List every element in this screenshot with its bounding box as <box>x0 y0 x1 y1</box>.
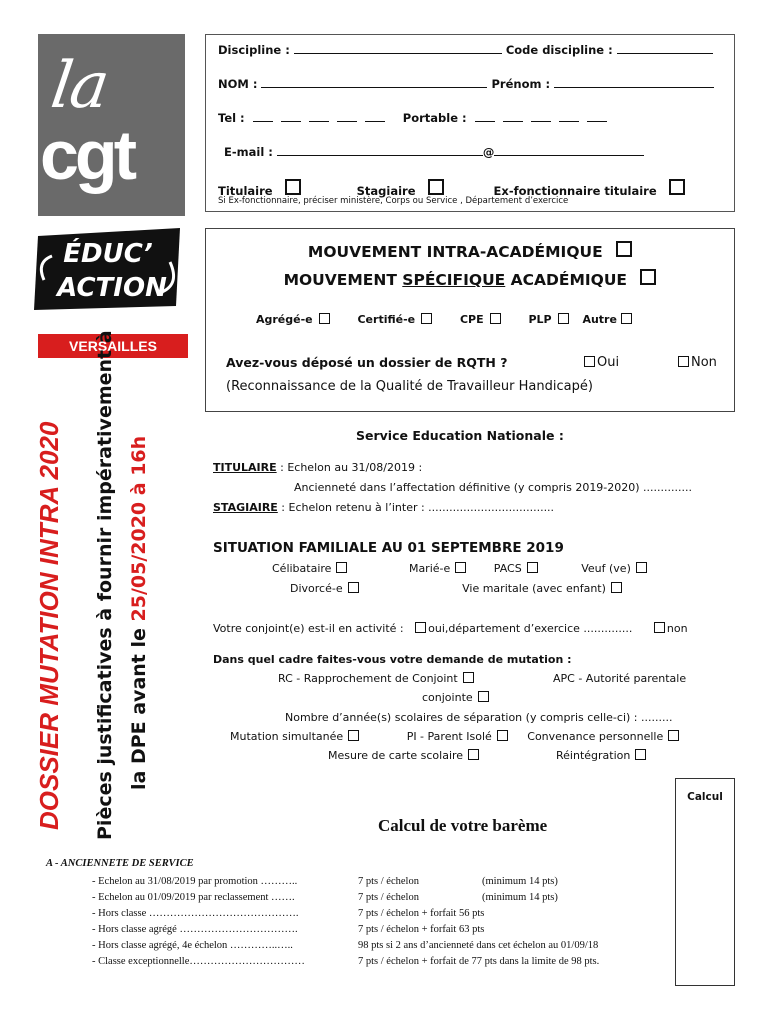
rc-option <box>278 672 476 685</box>
marie-label: Marié-e <box>408 562 451 575</box>
convenance-checkbox[interactable] <box>668 730 679 741</box>
titulaire-label: Titulaire <box>218 184 273 198</box>
bareme-row-6-label: - Classe exceptionnelle…………………………… <box>92 956 305 967</box>
autre-checkbox[interactable] <box>621 313 632 324</box>
titulaire-heading: TITULAIRE <box>213 461 277 474</box>
region-banner: VERSAILLES <box>38 334 188 358</box>
ex-fonctionnaire-label: Ex-fonctionnaire titulaire <box>493 184 657 198</box>
corps-plp: PLP <box>528 313 552 326</box>
stagiaire-echelon-text: : Echelon retenu à l’inter : .................................... <box>277 501 555 514</box>
rqth-non-checkbox[interactable] <box>678 356 689 367</box>
stagiaire-checkbox[interactable] <box>428 179 444 195</box>
intra-row <box>206 241 734 261</box>
carte-label: Mesure de carte scolaire <box>328 749 464 762</box>
tel-label: Tel : <box>218 111 245 125</box>
code-discipline-field[interactable] <box>617 53 713 54</box>
certifie-checkbox[interactable] <box>421 313 432 324</box>
dpe-deadline-vertical <box>128 436 150 790</box>
reintegration-option <box>556 749 648 762</box>
divorce-checkbox[interactable] <box>348 582 359 593</box>
bareme-row-1-extra: (minimum 14 pts) <box>482 876 558 887</box>
specifique-prefix: MOUVEMENT <box>283 271 403 289</box>
pi-checkbox[interactable] <box>497 730 508 741</box>
educ-action-logo <box>30 222 185 312</box>
nom-field[interactable] <box>261 87 487 88</box>
bareme-row-1-label: - Echelon au 31/08/2019 par promotion ……….. <box>92 876 298 887</box>
discipline-row <box>218 43 713 57</box>
discipline-field[interactable] <box>294 53 502 54</box>
rqth-oui-label: Oui <box>597 355 620 370</box>
ex-fonctionnaire-checkbox[interactable] <box>669 179 685 195</box>
cadre-title: Dans quel cadre faites-vous votre demande de mutation : <box>213 653 572 666</box>
email-domain-field[interactable] <box>494 155 644 156</box>
dpe-date: 25/05/2020 à 16h <box>128 435 150 622</box>
rqth-question: Avez-vous déposé un dossier de RQTH ? <box>226 355 508 370</box>
prenom-label: Prénom : <box>491 77 551 91</box>
tel-row <box>218 111 607 125</box>
stagiaire-label: Stagiaire <box>356 184 416 198</box>
veuf-checkbox[interactable] <box>636 562 647 573</box>
apc-option <box>422 691 491 704</box>
pi-label: PI - Parent Isolé <box>406 730 492 743</box>
conjoint-non-checkbox[interactable] <box>654 622 665 633</box>
veuf-label: Veuf (ve) <box>581 562 631 575</box>
conjoint-question: Votre conjoint(e) est-il en activité : <box>213 622 404 635</box>
service-title: Service Education Nationale : <box>356 428 564 443</box>
bareme-row-5-pts: 98 pts si 2 ans d’ancienneté dans cet échelon au 01/09/18 <box>358 940 599 951</box>
carte-option <box>328 749 481 762</box>
discipline-label: Discipline : <box>218 43 290 57</box>
simultanee-checkbox[interactable] <box>348 730 359 741</box>
logo-cgt-text: cgt <box>40 116 133 194</box>
identity-box <box>205 34 735 212</box>
nom-label: NOM : <box>218 77 258 91</box>
situation-title: SITUATION FAMILIALE AU 01 SEPTEMBRE 2019 <box>213 540 564 556</box>
situation-row2 <box>290 582 624 595</box>
marie-checkbox[interactable] <box>455 562 466 573</box>
bareme-row-3-label: - Hors classe ……………………………………. <box>92 908 299 919</box>
at-sign: @ <box>482 145 495 159</box>
specifique-underlined: SPÉCIFIQUE <box>402 271 506 289</box>
separation-line: Nombre d’année(s) scolaires de séparation (y compris celle-ci) : ......... <box>285 711 673 724</box>
conjoint-oui-label: oui,département d’exercice .............. <box>428 622 633 635</box>
situation-row1 <box>272 562 649 575</box>
rqth-oui <box>582 355 619 370</box>
calcul-column <box>675 778 735 986</box>
plp-checkbox[interactable] <box>558 313 569 324</box>
divorce-label: Divorcé-e <box>290 582 343 595</box>
conjoint-oui-checkbox[interactable] <box>415 622 426 633</box>
mutation-options-row <box>230 730 681 743</box>
corps-agrege: Agrégé-e <box>256 313 313 326</box>
celibataire-checkbox[interactable] <box>336 562 347 573</box>
anciennete-line: Ancienneté dans l’affectation définitive (y compris 2019-2020) .............. <box>294 481 693 494</box>
corps-autre: Autre <box>582 313 617 326</box>
dpe-prefix: la DPE avant le <box>128 621 150 790</box>
convenance-label: Convenance personnelle <box>527 730 664 743</box>
pacs-label: PACS <box>493 562 522 575</box>
apc-checkbox[interactable] <box>478 691 489 702</box>
rqth-non-label: Non <box>691 355 717 370</box>
specifique-suffix: ACADÉMIQUE <box>505 271 628 289</box>
email-field[interactable] <box>277 155 483 156</box>
logo-action-text: ACTION <box>57 273 167 303</box>
portable-label: Portable : <box>402 111 467 125</box>
reintegration-label: Réintégration <box>556 749 631 762</box>
corps-cpe: CPE <box>459 313 484 326</box>
titulaire-line <box>213 461 422 474</box>
apc-label: APC - Autorité parentale <box>553 672 687 685</box>
email-row <box>224 145 644 159</box>
bareme-row-2-pts: 7 pts / échelon <box>358 892 419 903</box>
intra-label: MOUVEMENT INTRA-ACADÉMIQUE <box>307 243 603 261</box>
stagiaire-line <box>213 501 554 514</box>
simultanee-label: Mutation simultanée <box>230 730 344 743</box>
vie-maritale-label: Vie maritale (avec enfant) <box>462 582 606 595</box>
logo-educ-text: ÉDUC’ <box>63 239 153 269</box>
email-label: E-mail : <box>224 145 273 159</box>
corps-certifie: Certifié-e <box>357 313 416 326</box>
carte-checkbox[interactable] <box>468 749 479 760</box>
conjointe-label: conjointe <box>422 691 473 704</box>
logo-la-text: la <box>46 49 112 123</box>
titulaire-checkbox[interactable] <box>285 179 301 195</box>
tel-field[interactable] <box>253 121 273 122</box>
bareme-title: Calcul de votre barème <box>378 816 548 835</box>
mouvement-box <box>205 228 735 412</box>
bareme-row-1-pts: 7 pts / échelon <box>358 876 419 887</box>
specifique-row <box>206 269 734 289</box>
reintegration-checkbox[interactable] <box>635 749 646 760</box>
celibataire-label: Célibataire <box>272 562 332 575</box>
prenom-field[interactable] <box>554 87 714 88</box>
portable-field[interactable] <box>475 121 495 122</box>
specifique-checkbox[interactable] <box>640 269 656 285</box>
bareme-row-2-label: - Echelon au 01/09/2019 par reclassement ……. <box>92 892 295 903</box>
rqth-note: (Reconnaissance de la Qualité de Travailleur Handicapé) <box>226 379 593 394</box>
intra-checkbox[interactable] <box>616 241 632 257</box>
bareme-row-4-pts: 7 pts / échelon + forfait 63 pts <box>358 924 485 935</box>
bareme-row-2-extra: (minimum 14 pts) <box>482 892 558 903</box>
bareme-row-4-label: - Hors classe agrégé ……………………………. <box>92 924 298 935</box>
rc-label: RC - Rapprochement de Conjoint <box>278 672 458 685</box>
pacs-checkbox[interactable] <box>527 562 538 573</box>
rqth-non <box>676 355 717 370</box>
stagiaire-heading: STAGIAIRE <box>213 501 278 514</box>
ex-note: Si Ex-fonctionnaire, préciser ministère, Corps ou Service , Département d’exercice <box>218 196 569 206</box>
dossier-title-vertical: DOSSIER MUTATION INTRA 2020 <box>34 421 64 830</box>
corps-row <box>256 313 634 326</box>
rqth-oui-checkbox[interactable] <box>584 356 595 367</box>
section-a-title: A - ANCIENNETE DE SERVICE <box>46 858 194 869</box>
nom-row <box>218 77 714 91</box>
conjoint-row <box>213 622 688 635</box>
vie-maritale-checkbox[interactable] <box>611 582 622 593</box>
cpe-checkbox[interactable] <box>490 313 501 324</box>
pieces-text-vertical: Pièces justificatives à fournir impérativement à <box>94 330 116 840</box>
calcul-header: Calcul <box>687 791 723 803</box>
bareme-row-3-pts: 7 pts / échelon + forfait 56 pts <box>358 908 485 919</box>
titulaire-echelon-text: : Echelon au 31/08/2019 : <box>276 461 423 474</box>
rc-checkbox[interactable] <box>463 672 474 683</box>
bareme-row-6-pts: 7 pts / échelon + forfait de 77 pts dans la limite de 98 pts. <box>358 956 600 967</box>
agrege-checkbox[interactable] <box>319 313 330 324</box>
conjoint-non-label: non <box>666 622 688 635</box>
bareme-row-5-label: - Hors classe agrégé, 4e échelon …………..….. <box>92 940 293 951</box>
code-discipline-label: Code discipline : <box>505 43 613 57</box>
